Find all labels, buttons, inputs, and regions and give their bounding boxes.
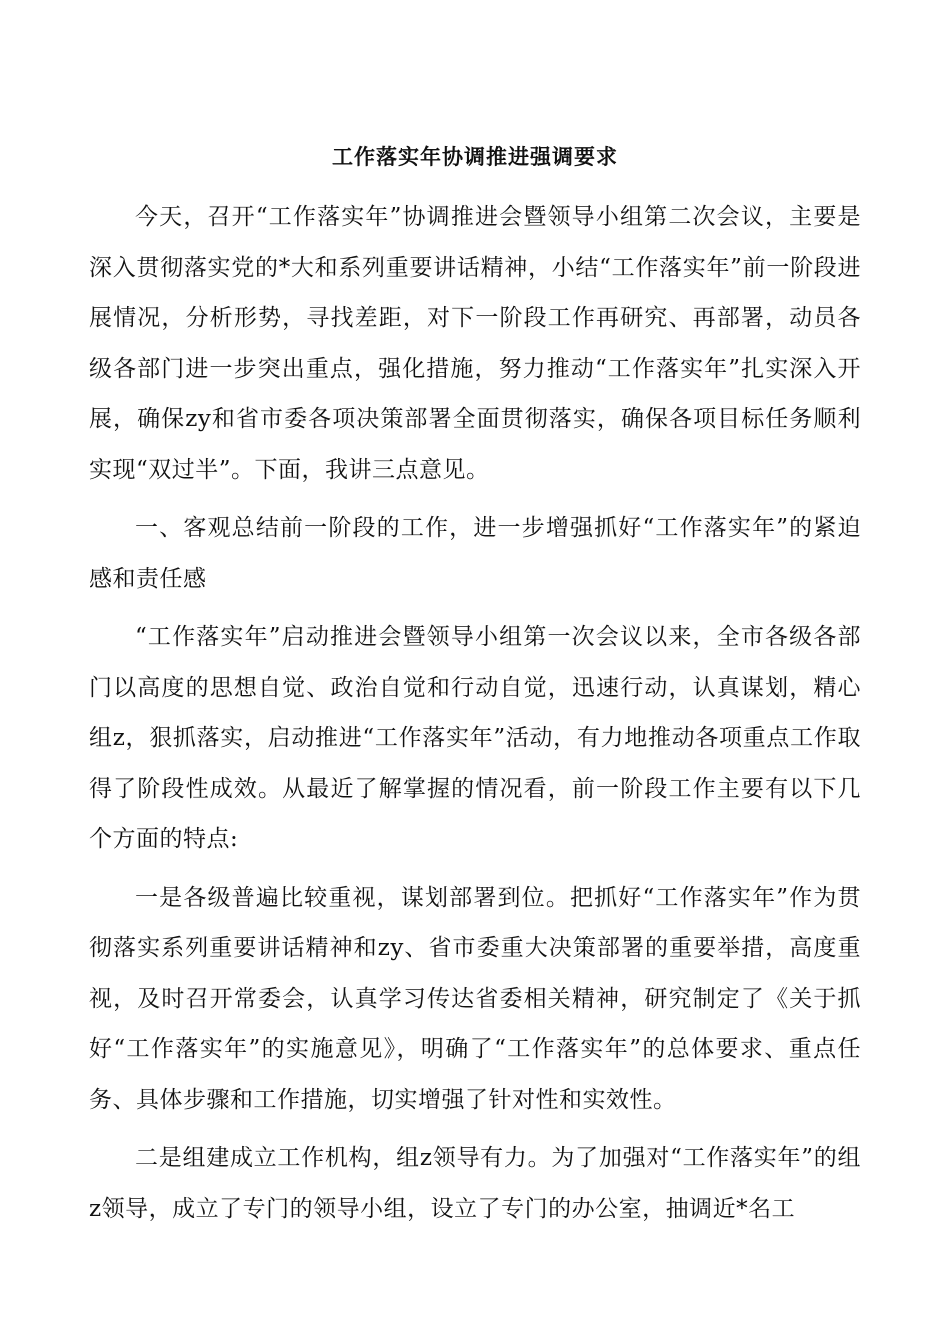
- document-title: 工作落实年协调推进强调要求: [332, 144, 618, 169]
- paragraph-point-two: 二是组建成立工作机构，组z领导有力。为了加强对“工作落实年”的组z领导，成立了专门的领导小组，设立了专门的办公室，抽调近*名工: [89, 1145, 861, 1222]
- document-body: [89, 138, 861, 1242]
- paragraph-point-one: 一是各级普遍比较重视，谋划部署到位。把抓好“工作落实年”作为贯彻落实系列重要讲话精神和zy、省市委重大决策部署的重要举措，高度重视，及时召开常委会，认真学习传达省委相关精神，研究制定了《关于抓好“工作落实年”的实施意见》，明确了“工作落实年”的总体要求、重点任务、具体步骤和工作措施，切实增强了针对性和实效性。: [89, 884, 861, 1113]
- paragraph-intro: 今天，召开“工作落实年”协调推进会暨领导小组第二次会议，主要是深入贯彻落实党的*大和系列重要讲话精神，小结“工作落实年”前一阶段进展情况，分析形势，寻找差距，对下一阶段工作再研究、再部署，动员各级各部门进一步突出重点，强化措施，努力推动“工作落实年”扎实深入开展，确保zy和省市委各项决策部署全面贯彻落实，确保各项目标任务顺利实现“双过半”。下面，我讲三点意见。: [89, 204, 861, 483]
- section-heading-one: 一、客观总结前一阶段的工作，进一步增强抓好“工作落实年”的紧迫感和责任感: [89, 515, 861, 592]
- paragraph-overview: “工作落实年”启动推进会暨领导小组第一次会议以来，全市各级各部门以高度的思想自觉、政治自觉和行动自觉，迅速行动，认真谋划，精心组z，狠抓落实，启动推进“工作落实年”活动，有力地推动各项重点工作取得了阶段性成效。从最近了解掌握的情况看，前一阶段工作主要有以下几个方面的特点:: [89, 624, 861, 852]
